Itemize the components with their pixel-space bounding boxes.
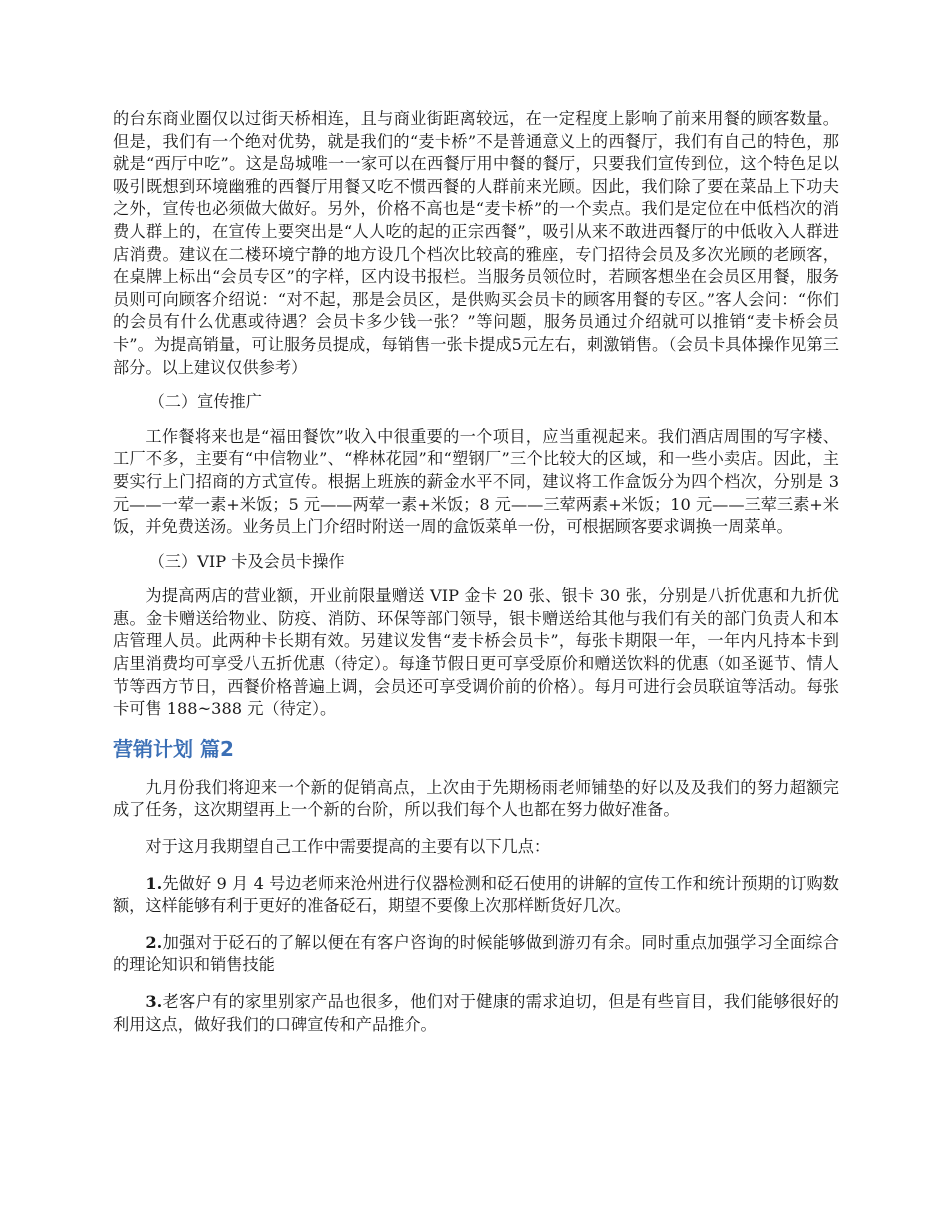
list-text-1: 先做好 9 月 4 号边老师来沧州进行仪器检测和砭石使用的讲解的宣传工作和统计预期的订购数额，这样能够有利于更好的准备砭石，期望不要像上次那样断货好几次。 (113, 873, 839, 916)
list-item-2 (113, 932, 839, 977)
list-number-3: 3. (145, 992, 163, 1011)
paragraph-september-intro: 九月份我们将迎来一个新的促销高点，上次由于先期杨雨老师铺垫的好以及及我们的努力超额完成了任务，这次期望再上一个新的台阶，所以我们每个人也都在努力做好准备。 (113, 777, 839, 820)
subheading-vip-card: （三）VIP 卡及会员卡操作 (148, 551, 345, 571)
list-number-1: 1. (145, 873, 163, 893)
subheading-promotion: （二）宣传推广 (148, 392, 262, 412)
paragraph-work-meals: 工作餐将来也是“福田餐饮”收入中很重要的一个项目，应当重视起来。我们酒店周围的写字楼、工厂不多，主要有“中信物业”、“桦林花园”和“塑钢厂”三个比较大的区域，和一些小卖店。因此，主要实行上门招商的方式宣传。根据上班族的薪金水平不同，建议将工作盒饭分为四个档次，分别是 3 元——一荤一素+米饭；5 元——两荤一素+米饭；8 元——三荤两素+米饭；10 元——三荤三素+米饭，并免费送汤。业务员上门介绍时附送一周的盒饭菜单一份，可根据顾客要求调换一周菜单。 (113, 426, 840, 537)
document-page (113, 108, 839, 1036)
paragraph-improvement-points: 对于这月我期望自己工作中需要提高的主要有以下几点： (145, 837, 551, 857)
list-text-2: 加强对于砭石的了解以便在有客户咨询的时候能够做到游刃有余。同时重点加强学习全面综合的理论知识和销售技能 (113, 932, 839, 975)
paragraph-vip-card: 为提高两店的营业额，开业前限量赠送 VIP 金卡 20 张、银卡 30 张，分别是八折优惠和九折优惠。金卡赠送给物业、防疫、消防、环保等部门领导，银卡赠送给其他与我们有关的部门负责人和本店管理人员。此两种卡长期有效。另建议发售“麦卡桥会员卡”，每张卡期限一年，一年内凡持本卡到店里消费均可享受八五折优惠（待定）。每逢节假日更可享受原价和赠送饮料的优惠（如圣诞节、情人节等西方节日，西餐价格普遍上调，会员还可享受调价前的价格）。每月可进行会员联谊等活动。每张卡可售 188~388 元（待定）。 (113, 586, 839, 719)
list-item-3 (113, 991, 839, 1036)
list-text-3: 老客户有的家里别家产品也很多，他们对于健康的需求迫切，但是有些盲目，我们能够很好的利用这点，做好我们的口碑宣传和产品推介。 (113, 992, 839, 1034)
paragraph-restaurant-promotion: 的台东商业圈仅以过街天桥相连，且与商业街距离较远，在一定程度上影响了前来用餐的顾客数量。但是，我们有一个绝对优势，就是我们的“麦卡桥”不是普通意义上的西餐厅，我们有自己的特色，那就是“西厅中吃”。这是岛城唯一一家可以在西餐厅用中餐的餐厅，只要我们宣传到位，这个特色足以吸引既想到环境幽雅的西餐厅用餐又吃不惯西餐的人群前来光顾。因此，我们除了要在菜品上下功夫之外，宣传也必须做大做好。另外，价格不高也是“麦卡桥”的一个卖点。我们是定位在中低档次的消费人群上的，在宣传上要突出是“人人吃的起的正宗西餐”，吸引从来不敢进西餐厅的中低收入人群进店消费。建议在二楼环境宁静的地方设几个档次比较高的雅座，专门招待会员及多次光顾的老顾客，在桌牌上标出“会员专区”的字样，区内设书报栏。当服务员领位时，若顾客想坐在会员区用餐，服务员则可向顾客介绍说：“对不起，那是会员区，是供购买会员卡的顾客用餐的专区。”客人会问：“你们的会员有什么优惠或待遇？会员卡多少钱一张？”等问题，服务员通过介绍就可以推销“麦卡桥会员卡”。为提高销量，可让服务员提成，每销售一张卡提成5元左右，刺激销售。（会员卡具体操作见第三部分。以上建议仅供参考） (113, 109, 839, 377)
list-item-1 (113, 873, 839, 918)
section-title-plan-2: 营销计划 篇2 (113, 736, 234, 761)
list-number-2: 2. (145, 932, 163, 952)
